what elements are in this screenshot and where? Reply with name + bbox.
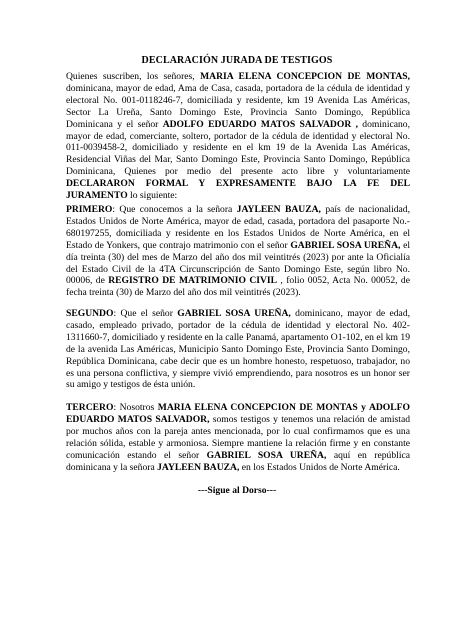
tercero-paragraph	[66, 402, 410, 473]
bold-text-run: GABRIEL SOSA UREÑA,	[206, 449, 327, 461]
text-run: en los Estados Unidos de Norte América.	[239, 461, 400, 473]
text-run: dominicano, mayor de edad, casado, empleado privado, portador de la cédula de identidad y electoral No. 402-1311660-7, domiciliado y residente en la calle Panamá, apartamento O1-102, en el km 19 de la avenida Las Américas, Municipio Santo Domingo Este, Provincia Santo Domingo, República Dominicana, cabe decir que es un hombre honesto, respetuoso, trabajador, no es una persona conflictiva, y siempre vivió emprendiendo, para nosotros es un honor ser su amigo y testigos de ésta unión.	[66, 308, 411, 391]
text-run: dominicano, mayor de edad, comerciante, soltero, portador de la cédula de identidad y electoral No. 011-0039458-2, domiciliado y residente en el km 19 de la Avenida Las Américas, Residencial Viñas del Mar, Santo Domingo Este, Provincia Santo Domingo, República Dominicana, Quienes por medio del presente acto libre y voluntariamente	[66, 118, 410, 178]
bold-text-run: GABRIEL SOSA UREÑA,	[290, 239, 401, 251]
text-run: Quienes suscriben, los señores,	[66, 71, 201, 82]
text-run: aquí en república dominicana y la señora	[66, 449, 411, 473]
bold-text-run: MARIA ELENA CONCEPCION DE MONTAS,	[200, 71, 410, 82]
bold-text-run: SEGUNDO	[66, 308, 114, 319]
segundo-paragraph	[66, 308, 410, 391]
bold-text-run: REGISTRO DE MATRIMONIO CIVIL	[108, 275, 278, 287]
primero-paragraph	[66, 204, 410, 299]
bold-text-run: MARIA ELENA CONCEPCION DE MONTAS y ADOLFO EDUARDO MATOS SALVADOR,	[66, 402, 410, 425]
text-run: el día treinta (30) del mes de Marzo del año dos mil veintitrés (2023) por ante la Oficialía del Estado Civil de la 4TA Circunscripción de Santo Domingo Este, según libro No. 00006, de	[66, 239, 410, 287]
bold-text-run: GABRIEL SOSA UREÑA,	[177, 308, 291, 319]
text-run: : Nosotros	[113, 402, 158, 413]
text-run: , folio 0052, Acta No. 00052, de fecha treinta (30) de Marzo del año dos mil veintitrés (2023).	[66, 275, 410, 299]
bold-text-run: JAYLEEN BAUZA,	[157, 461, 240, 473]
text-run: : Que el señor	[113, 308, 178, 319]
bold-text-run: ADOLFO EDUARDO MATOS SALVADOR ,	[162, 118, 358, 130]
bold-text-run: TERCERO	[66, 402, 114, 413]
continued-note: ---Sigue al Dorso---	[197, 485, 277, 496]
document-title: DECLARACIÓN JURADA DE TESTIGOS	[141, 55, 333, 66]
text-run: dominicana, mayor de edad, Ama de Casa, casada, portadora de la cédula de identidad y electoral No. 001-0118246-7, domiciliada y residente, km 19 Avenida Las Américas, Sector La Ureña, Santo Domingo Este, Provincia Santo Domingo, República Dominicana y el señor	[66, 82, 410, 130]
bold-text-run: JAYLEEN BAUZA,	[236, 204, 321, 215]
text-run: : Que conocemos a la señora	[112, 204, 237, 215]
text-run: somos testigos y tenemos una relación de amistad por muchos años con la pareja antes mencionada, por lo cual confirmamos que es una relación sólida, estable y armoniosa. Siempre mantiene la relación firme y en constante comunicación estando el señor	[66, 413, 410, 461]
bold-text-run: DECLARARON FORMAL Y EXPRESAMENTE BAJO LA FE DEL JURAMENTO	[66, 178, 410, 202]
bold-text-run: PRIMERO	[66, 204, 113, 215]
text-run: país de nacionalidad, Estados Unidos de Norte América, mayor de edad, casada, portadora del pasaporte No.- 680197255, domiciliada y residente en los Estados Unidos de Norte América, en el Estado de Yonkers, que contrajo matrimonio con el señor	[66, 204, 410, 251]
text-run: lo siguiente:	[127, 190, 178, 202]
intro-paragraph	[66, 71, 410, 202]
